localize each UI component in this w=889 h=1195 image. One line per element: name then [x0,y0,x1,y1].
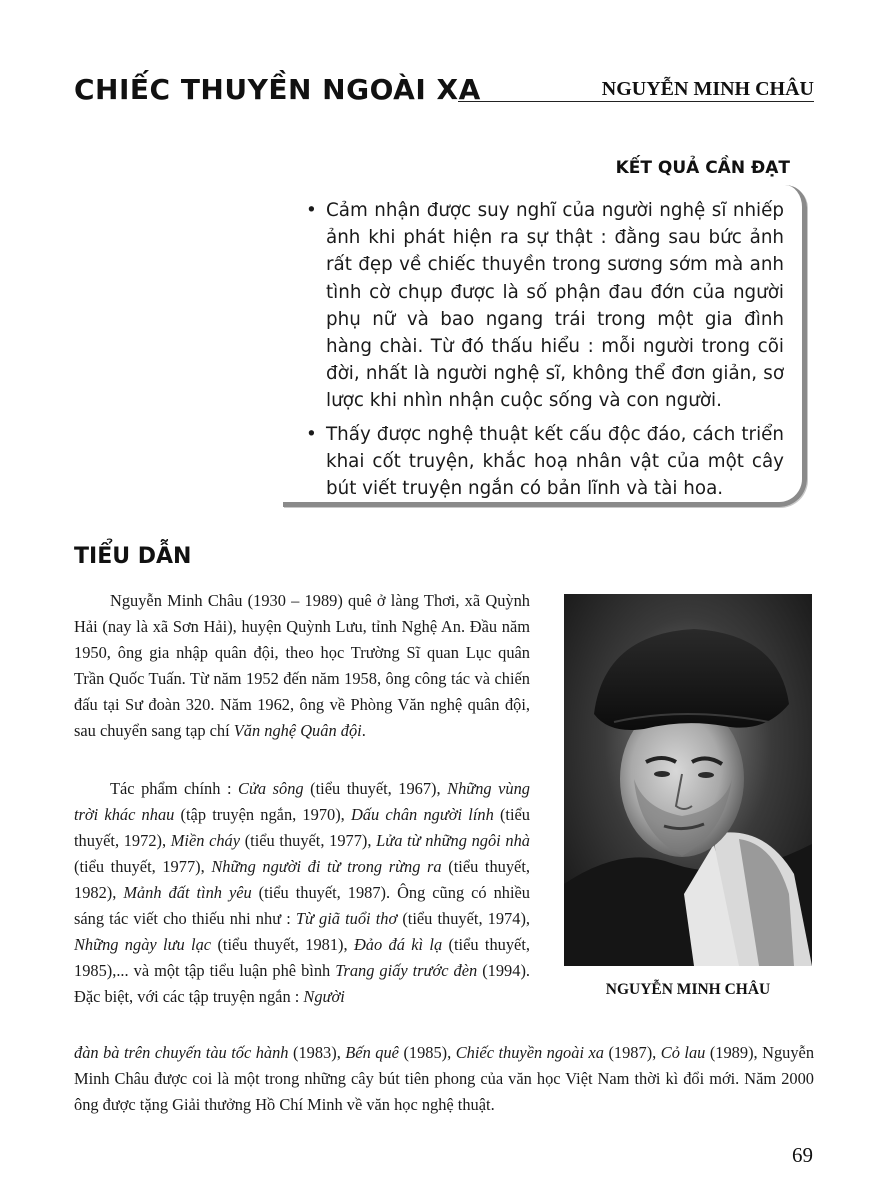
work-title: Chiếc thuyền ngoài xa [455,1043,604,1062]
works-text: (1983), [288,1043,346,1062]
work-title: Đảo đá kì lạ [353,935,443,954]
work-title: Những người đi từ trong rừng ra [211,857,442,876]
author-portrait-photo [564,594,812,966]
work-title: Những vùng trời khác nhau [74,779,530,824]
works-text: Tác phẩm chính : [110,779,239,798]
work-title: Trang giấy trước đèn [335,961,478,980]
goals-item-text: Thấy được nghệ thuật kết cấu độc đáo, cách triển khai cốt truyện, khắc hoạ nhân vật của một cây bút viết truyện ngắn có bản lĩnh và tài hoa. [326,423,784,500]
works-text: (tiểu thuyết, 1977), [240,831,377,850]
works-text: (1987), [603,1043,661,1062]
intro-paragraph [74,588,530,744]
works-text: (1985), [398,1043,456,1062]
works-text: (tiểu thuyết, 1987). Ông cũng có nhiều sáng tác viết cho thiếu nhi như : [74,883,530,928]
work-title: Cửa sông [238,779,304,798]
works-text: (tiểu thuyết, 1982), [74,857,530,902]
works-text: (tiểu thuyết, 1985),... và một tập tiểu luận phê bình [74,935,530,980]
bullet-icon: • [306,423,317,445]
works-text: (tiểu thuyết, 1974), [397,909,531,928]
bullet-icon: • [306,200,317,221]
chapter-title: CHIẾC THUYỀN NGOÀI XA [74,73,481,106]
goals-item [306,197,784,415]
goals-item [306,421,784,503]
intro-text-end: . [361,721,366,740]
goals-list [306,197,784,508]
work-title: Mảnh đất tình yêu [123,883,252,902]
work-title: Lửa từ những ngôi nhà [376,831,530,850]
goals-item-text: Cảm nhận được suy nghĩ của người nghệ sĩ nhiếp ảnh khi phát hiện ra sự thật : đằng sau bức ảnh rất đẹp về chiếc thuyền trong sương sớm mà anh tình cờ chụp được là số phận đau đớn của người phụ nữ và bao ngang trái trong một gia đình hàng chài. Từ đó thấu hiểu : mỗi người trong cõi đời, nhất là người nghệ sĩ, không thể đơn giản, sơ lược khi nhìn nhận cuộc sống và con người. [326,200,784,412]
works-text: (tiểu thuyết, 1972), [74,805,530,850]
works-paragraph-continued [74,1040,814,1118]
works-text: (tập truyện ngắn, 1970), [174,805,351,824]
photo-caption: NGUYỄN MINH CHÂU [605,981,771,998]
work-title: Dấu chân người lính [350,805,494,824]
works-paragraph [74,776,530,1010]
portrait-image [564,594,812,966]
works-text: (tiểu thuyết, 1967), [303,779,448,798]
works-text: (1989), Nguyễn Minh Châu được coi là một trong những cây bút tiên phong của văn học Việt Nam thời kì đổi mới. Năm 2000 ông được tặng Giải thưởng Hồ Chí Minh về văn học nghệ thuật. [74,1043,815,1114]
works-text: (tiểu thuyết, 1981), [211,935,354,954]
intro-text: Nguyễn Minh Châu (1930 – 1989) quê ở làng Thơi, xã Quỳnh Hải (nay là xã Sơn Hải), huyện Quỳnh Lưu, tỉnh Nghệ An. Đầu năm 1950, ông gia nhập quân đội, theo học Trường Sĩ quan Lục quân Trần Quốc Tuấn. Từ năm 1952 đến năm 1958, ông công tác và chiến đấu tại Sư đoàn 320. Năm 1962, ông về Phòng Văn nghệ quân đội, sau chuyển sang tạp chí [74,591,530,740]
works-text: (tiểu thuyết, 1977), [74,857,212,876]
goals-title: KẾT QUẢ CẦN ĐẠT [615,158,790,178]
work-title: Miền cháy [170,831,241,850]
work-title: Từ giã tuổi thơ [295,909,398,928]
works-text: (1994). Đặc biệt, với các tập truyện ngắn : [74,961,530,1006]
page-number: 69 [792,1143,813,1167]
work-title: Bến quê [345,1043,399,1062]
title-rule [458,101,814,102]
author-heading: NGUYỄN MINH CHÂU [601,78,814,100]
intro-magazine-title: Văn nghệ Quân đội [233,721,362,740]
work-title: Cỏ lau [660,1043,706,1062]
work-title: Những ngày lưu lạc [74,935,212,954]
section-heading: TIỂU DẪN [74,544,192,569]
work-title: đàn bà trên chuyến tàu tốc hành [74,1043,289,1062]
work-title: Người [303,987,345,1006]
